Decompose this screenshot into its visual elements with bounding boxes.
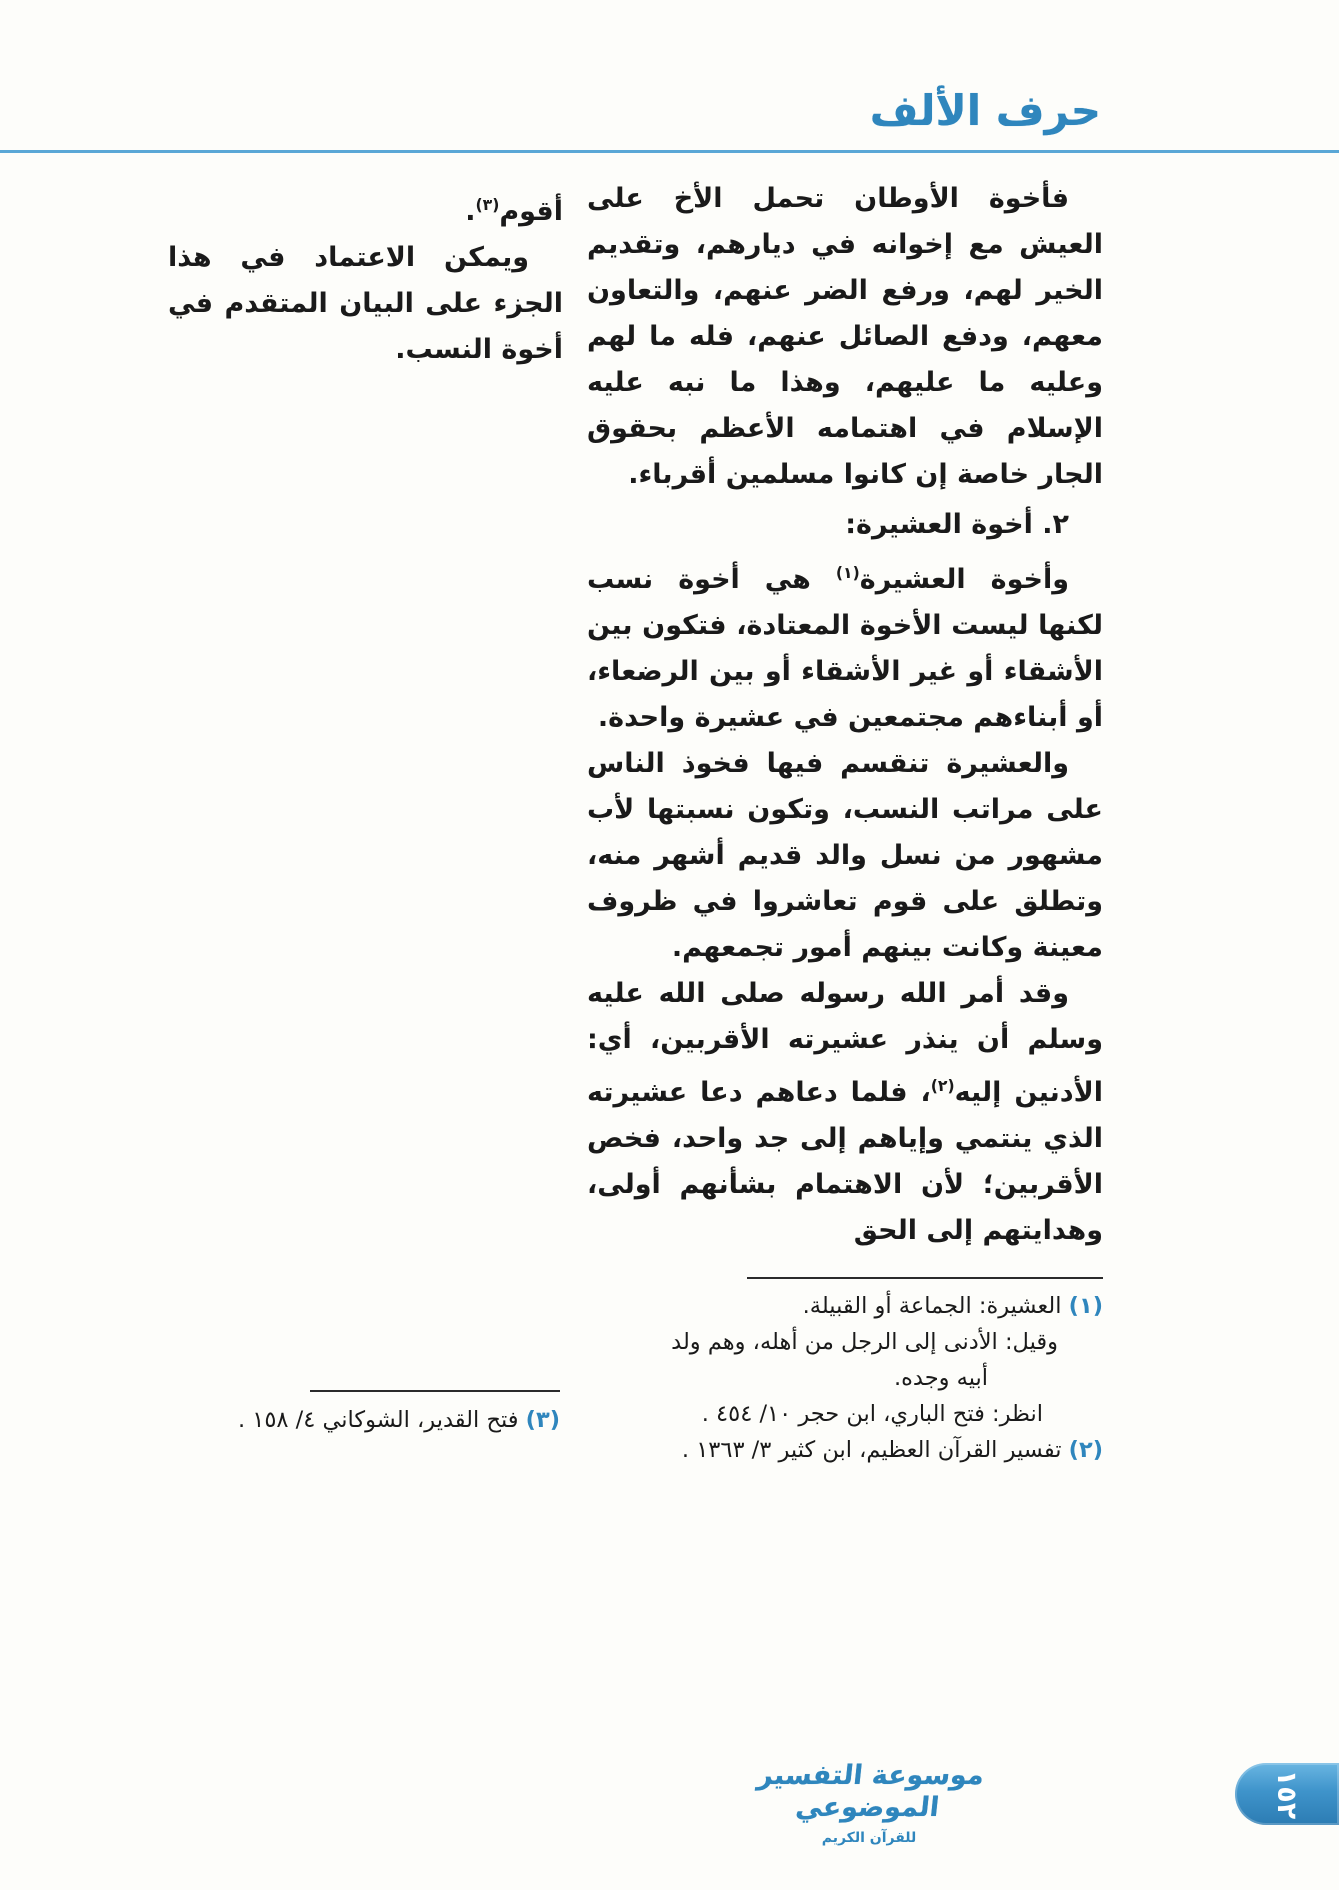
logo-title: موسوعة التفسير الموضوعي	[755, 1760, 986, 1823]
footnotes-left	[160, 1402, 560, 1438]
footnote-line	[587, 1432, 1103, 1468]
paragraph: فأخوة الأوطان تحمل الأخ على العيش مع إخوانه في ديارهم، وتقديم الخير لهم، ورفع الضر عنهم، والتعاون معهم، ودفع الصائل عنهم، فله ما لهم وعليه ما عليهم، وهذا ما نبه عليه الإسلام في اهتمامه الأعظم بحقوق الجار خاصة إن كانوا مسلمين أقرباء.	[587, 183, 1103, 490]
footnote-text: أبيه وجده.	[893, 1365, 988, 1391]
paragraph: ويمكن الاعتماد في هذا الجزء على البيان المتقدم في أخوة النسب.	[168, 242, 563, 366]
footnotes-right	[587, 1288, 1103, 1468]
paragraph: والعشيرة تنقسم فيها فخوذ الناس على مراتب النسب، وتكون نسبتها لأب مشهور من نسل والد قديم أشهر منه، وتطلق على قوم تعاشروا في ظروف معينة وكانت بينهم أمور تجمعهم.	[587, 748, 1103, 964]
main-column-right	[587, 176, 1103, 1254]
footnote-marker: (٢)	[930, 1076, 955, 1096]
footnote-number: (٣)	[525, 1407, 560, 1433]
footnote-line	[587, 1288, 1103, 1324]
header-title: حرف الألف	[869, 86, 1101, 135]
section-heading: ٢. أخوة العشيرة:	[845, 509, 1069, 540]
footnote-line	[587, 1360, 1103, 1396]
paragraph: وقد أمر الله رسوله صلى الله عليه وسلم أن ينذر عشيرته الأقربين، أي: الأدنين إليه$^{(٢)}$، فلما دعاهم دعا عشيرته الذي ينتمي وإياهم إلى جد واحد، فخص الأقربين؛ لأن الاهتمام بشأنهم أولى، وهدايتهم إلى الحق	[587, 978, 1103, 1247]
footnote-text: تفسير القرآن العظيم، ابن كثير ٣/ ١٣٦٣ .	[681, 1437, 1062, 1463]
main-column-left	[168, 182, 563, 373]
paragraph: وأخوة العشيرة$^{(١)}$ هي أخوة نسب لكنها ليست الأخوة المعتادة، فتكون بين الأشقاء أو غير الأشقاء أو بين الرضعاء، أو أبناءهم مجتمعين في عشيرة واحدة.	[587, 563, 1103, 734]
page-number: ١٥٢	[1271, 1769, 1303, 1819]
footnote-separator-right	[747, 1277, 1103, 1279]
header-rule	[0, 150, 1339, 153]
footnote-line	[160, 1402, 560, 1438]
footnote-number: (٢)	[1068, 1437, 1103, 1463]
paragraph: أقوم$^{(٣)}$.	[465, 195, 563, 228]
logo-subtitle: للقرآن الكريم	[821, 1830, 917, 1846]
page-number-badge	[1235, 1763, 1339, 1825]
footnote-line	[587, 1324, 1103, 1360]
footnote-number: (١)	[1068, 1293, 1103, 1319]
footnote-text: وقيل: الأدنى إلى الرجل من أهله، وهم ولد	[671, 1329, 1058, 1355]
footnote-text: العشيرة: الجماعة أو القبيلة.	[802, 1293, 1062, 1319]
footnote-marker: (٣)	[475, 195, 500, 214]
footnote-separator-left	[310, 1390, 560, 1392]
footnote-line	[587, 1396, 1103, 1432]
footnote-text: فتح القدير، الشوكاني ٤/ ١٥٨ .	[237, 1407, 519, 1433]
footnote-text: انظر: فتح الباري، ابن حجر ١٠/ ٤٥٤ .	[701, 1401, 1043, 1427]
publisher-logo	[744, 1760, 994, 1846]
footnote-marker: (١)	[835, 563, 860, 582]
